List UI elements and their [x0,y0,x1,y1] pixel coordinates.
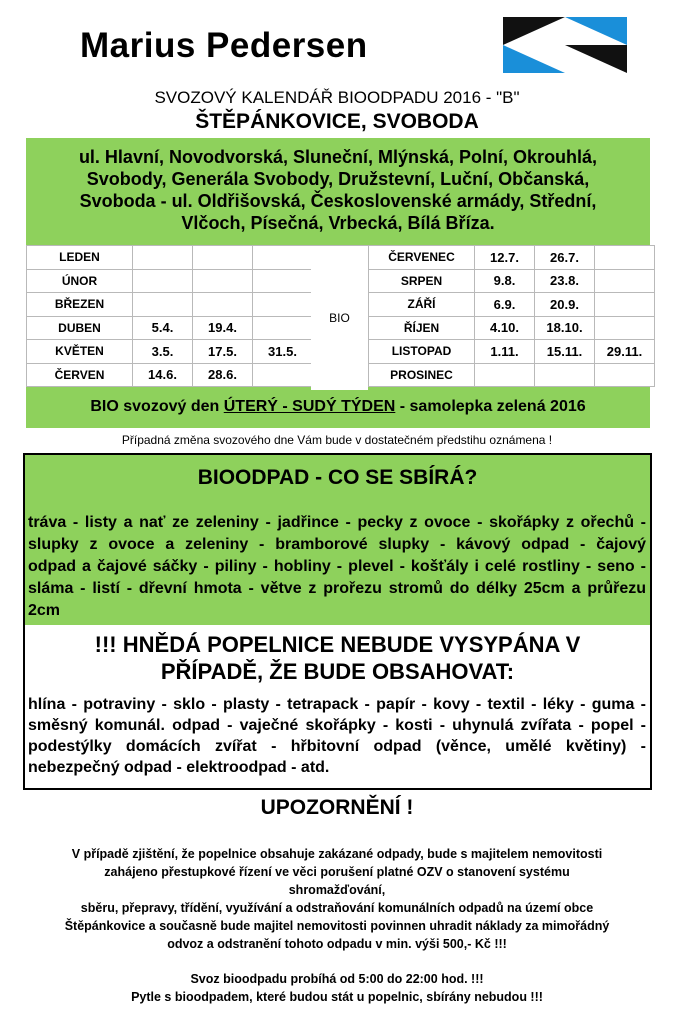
street-line: Svoboda - ul. Oldřišovská, Československé armády, Střední, [79,191,597,211]
date-cell [595,363,655,387]
table-row [27,340,313,364]
calendar-title: SVOZOVÝ KALENDÁŘ BIOODPADU 2016 - "B" [154,88,520,107]
warning-line: sběru, přepravy, třídění, využívání a odstraňování komunálních odpadů na území obce [80,901,594,915]
list-line: hlína - potraviny - sklo - plasty - tetrapack - papír - kovy - textil - léky - guma - [28,696,646,713]
month-cell: LISTOPAD [369,340,475,364]
collected-list [28,512,646,622]
forbidden-heading [25,631,650,685]
warning-line: odvoz a odstranění tohoto odpadu v min. výši 500,- Kč !!! [167,937,507,951]
month-cell: ČERVENEC [369,246,475,270]
table-row [27,246,313,270]
date-cell: 29.11. [595,340,655,364]
table-row [369,316,655,340]
street-line: ul. Hlavní, Novodvorská, Sluneční, Mlýnská, Polní, Okrouhlá, [78,147,598,167]
date-cell [253,293,313,317]
collection-day-line [26,398,650,416]
warning-line: Štěpánkovice a současně bude majitel nemovitosti povinnen uhradit náklady za mimořádný [64,919,610,933]
date-cell [253,246,313,270]
footer-line: Svoz bioodpadu probíhá od 5:00 do 22:00 hod. !!! [190,972,484,986]
list-line: tráva - listy a nať ze zeleniny - jadřince - pecky z ovoce - skořápky z ořechů - [28,514,646,531]
street-line: Vlčoch, Písečná, Vrbecká, Bílá Bříza. [181,213,495,233]
date-cell [133,269,193,293]
date-cell: 17.5. [193,340,253,364]
table-row [27,269,313,293]
date-cell [595,293,655,317]
forbidden-heading-line: PŘÍPADĚ, ŽE BUDE OBSAHOVAT: [160,659,515,684]
street-line: Svobody, Generála Svobody, Družstevní, Luční, Občanská, [86,169,590,189]
date-cell: 3.5. [133,340,193,364]
collection-day-prefix: BIO svozový den [90,398,224,415]
date-cell [475,363,535,387]
date-cell [595,246,655,270]
company-logo [503,17,627,73]
month-cell: LEDEN [27,246,133,270]
date-cell: 4.10. [475,316,535,340]
date-cell [133,246,193,270]
collection-day: ÚTERÝ - SUDÝ TÝDEN [223,398,396,415]
date-cell: 18.10. [535,316,595,340]
list-line: 2cm [28,602,61,619]
table-row [369,340,655,364]
month-cell: ÚNOR [27,269,133,293]
collected-heading: BIOODPAD - CO SE SBÍRÁ? [197,466,478,489]
bio-label: BIO [311,245,368,390]
date-cell [193,293,253,317]
table-row [369,363,655,387]
month-cell: SRPEN [369,269,475,293]
warning-heading: UPOZORNĚNÍ ! [260,796,414,819]
forbidden-list [28,694,646,778]
date-cell: 26.7. [535,246,595,270]
date-cell [253,316,313,340]
month-cell: BŘEZEN [27,293,133,317]
date-cell: 28.6. [193,363,253,387]
table-row [369,293,655,317]
warning-line: V případě zjištění, že popelnice obsahuje zakázané odpady, bude s majitelem nemovitosti [71,847,603,861]
date-cell: 23.8. [535,269,595,293]
footer [0,970,674,1006]
date-cell: 19.4. [193,316,253,340]
location-title: ŠTĚPÁNKOVICE, SVOBODA [195,110,479,133]
date-cell: 14.6. [133,363,193,387]
street-list [26,146,650,234]
brand-name: Marius Pedersen [80,26,368,65]
date-cell [193,269,253,293]
calendar-table-right [368,245,655,387]
date-cell: 20.9. [535,293,595,317]
list-line: nebezpečný odpad - elektroodpad - atd. [28,759,330,776]
date-cell: 9.8. [475,269,535,293]
date-cell: 15.11. [535,340,595,364]
change-notice: Případná změna svozového dne Vám bude v dostatečném předstihu oznámena ! [121,433,553,447]
month-cell: DUBEN [27,316,133,340]
list-line: podestýlky domácích zvířat - hřbitovní odpad (věnce, umělé květiny) - [28,738,646,755]
list-line: sláma - listí - dřevní hmota - větve z prořezu stromů do délky 25cm a průřezu [28,580,646,597]
table-row [27,293,313,317]
table-row [27,316,313,340]
date-cell [595,316,655,340]
month-cell: ZÁŘÍ [369,293,475,317]
table-row [27,363,313,387]
calendar-table-left [26,245,313,387]
date-cell [253,363,313,387]
date-cell: 6.9. [475,293,535,317]
warning-line: zahájeno přestupkové řízení ve věci porušení platné OZV o stanovení systému shromažďování, [104,865,570,897]
footer-line: Pytle s bioodpadem, které budou stát u popelnic, sbírány nebudou !!! [131,990,543,1004]
collection-day-suffix: - samolepka zelená 2016 [395,398,586,415]
date-cell [595,269,655,293]
date-cell [535,363,595,387]
table-row [369,269,655,293]
month-cell: ČERVEN [27,363,133,387]
warning-text [60,845,614,953]
date-cell: 12.7. [475,246,535,270]
date-cell: 5.4. [133,316,193,340]
date-cell [193,246,253,270]
forbidden-heading-line: !!! HNĚDÁ POPELNICE NEBUDE VYSYPÁNA V [94,632,581,657]
table-row [369,246,655,270]
date-cell: 1.11. [475,340,535,364]
list-line: slupky z ovoce a zeleniny - bramborové slupky - kávový odpad - čajový [28,536,646,553]
list-line: odpad a čajové sáčky - piliny - hobliny - plevel - košťály i celé rostliny - seno - [28,558,646,575]
month-cell: KVĚTEN [27,340,133,364]
month-cell: PROSINEC [369,363,475,387]
date-cell [133,293,193,317]
date-cell: 31.5. [253,340,313,364]
month-cell: ŘÍJEN [369,316,475,340]
list-line: směsný komunál. odpad - vaječné skořápky - kosti - uhynulá zvířata - popel - [28,717,646,734]
date-cell [253,269,313,293]
